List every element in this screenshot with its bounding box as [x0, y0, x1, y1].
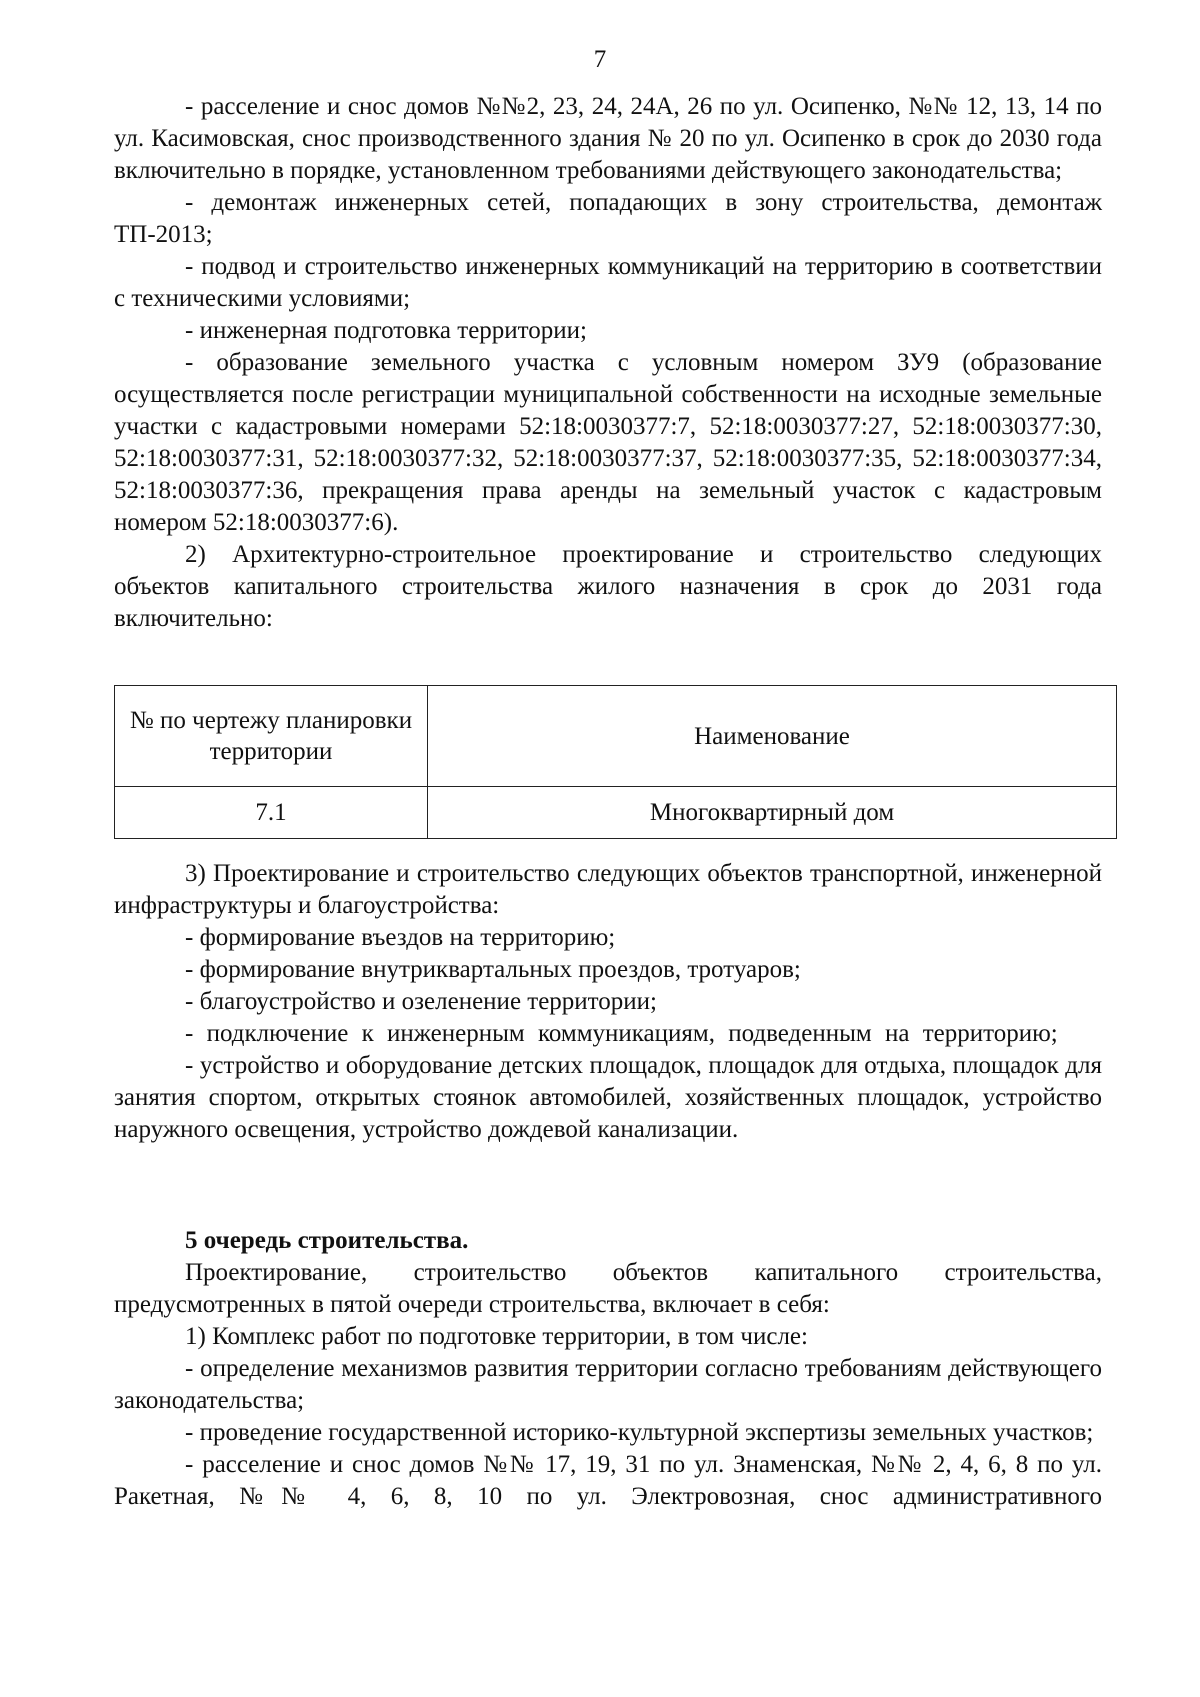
table-cell-number: 7.1: [115, 787, 428, 839]
paragraph-stage-five-intro: Проектирование, строительство объектов капитального строительства, предусмотренных в пятой очереди строительства, включает в себя:: [114, 1259, 1102, 1318]
list-item-playgrounds: - устройство и оборудование детских площадок, площадок для отдыха, площадок для занятия спортом, открытых стоянок автомобилей, хозяйственных площадок, устройство наружного освещения, устройство дождевой канализации.: [114, 1052, 1102, 1143]
table-row: [115, 787, 1117, 839]
paragraph-engineering-supply: - подвод и строительство инженерных коммуникаций на территорию в соответствии с техническими условиями;: [114, 253, 1102, 312]
section-heading: 5 очередь строительства.: [185, 1227, 469, 1254]
text-block-1: [114, 91, 1102, 635]
list-item-utility-connection: - подключение к инженерным коммуникациям, подведенным на территорию;: [185, 1020, 1058, 1047]
paragraph-residential-design: 2) Архитектурно-строительное проектирование и строительство следующих объектов капитального строительства жилого назначения в срок до 2031 года включительно:: [114, 541, 1102, 632]
table-header-name: Наименование: [428, 686, 1117, 787]
objects-table: [114, 685, 1117, 839]
list-item-demolition-znamenskaya: - расселение и снос домов №№ 17, 19, 31 по ул. Знаменская, №№ 2, 4, 6, 8 по ул. Ракетная, №№ 4, 6, 8, 10 по ул. Электровозная, снос административного: [114, 1451, 1102, 1510]
paragraph-demolition-osipenko: - расселение и снос домов №№2, 23, 24, 24А, 26 по ул. Осипенко, №№ 12, 13, 14 по ул. Касимовская, снос производственного здания № 20 по ул. Осипенко в срок до 2030 года включительно в порядке, установленном требованиями действующего законодательства;: [114, 93, 1102, 184]
table-cell-name: Многоквартирный дом: [428, 787, 1117, 839]
text-block-3: [114, 1225, 1102, 1513]
paragraph-infrastructure-design: 3) Проектирование и строительство следующих объектов транспортной, инженерной инфраструктуры и благоустройства:: [114, 860, 1102, 919]
page-number: 7: [593, 46, 607, 73]
list-item-development-mechanisms: - определение механизмов развития территории согласно требованиям действующего законодательства;: [114, 1355, 1102, 1414]
paragraph-dismantling-networks: - демонтаж инженерных сетей, попадающих в зону строительства, демонтаж ТП-2013;: [114, 189, 1102, 248]
paragraph-preparation-complex: 1) Комплекс работ по подготовке территории, в том числе:: [185, 1323, 808, 1350]
list-item-driveways: - формирование внутриквартальных проездов, тротуаров;: [185, 956, 801, 983]
list-item-cultural-expertise: - проведение государственной историко-культурной экспертизы земельных участков;: [185, 1419, 1094, 1446]
text-block-2: [114, 858, 1102, 1146]
list-item-landscaping: - благоустройство и озеленение территории;: [185, 988, 657, 1015]
paragraph-territory-preparation: - инженерная подготовка территории;: [185, 317, 587, 344]
table-header-number: № по чертежу планировки территории: [115, 686, 428, 787]
list-item-entrances: - формирование въездов на территорию;: [185, 924, 616, 951]
paragraph-land-plot-formation: - образование земельного участка с условным номером ЗУ9 (образование осуществляется после регистрации муниципальной собственности на исходные земельные участки с кадастровыми номерами 52:18:0030377:7, 52:18:0030377:27, 52:18:0030377:30, 52:18:0030377:31, 52:18:0030377:32, 52:18:0030377:37, 52:18:0030377:35, 52:18:0030377:34, 52:18:0030377:36, прекращения права аренды на земельный участок с кадастровым номером 52:18:0030377:6).: [114, 349, 1102, 536]
table-header-row: [115, 686, 1117, 787]
